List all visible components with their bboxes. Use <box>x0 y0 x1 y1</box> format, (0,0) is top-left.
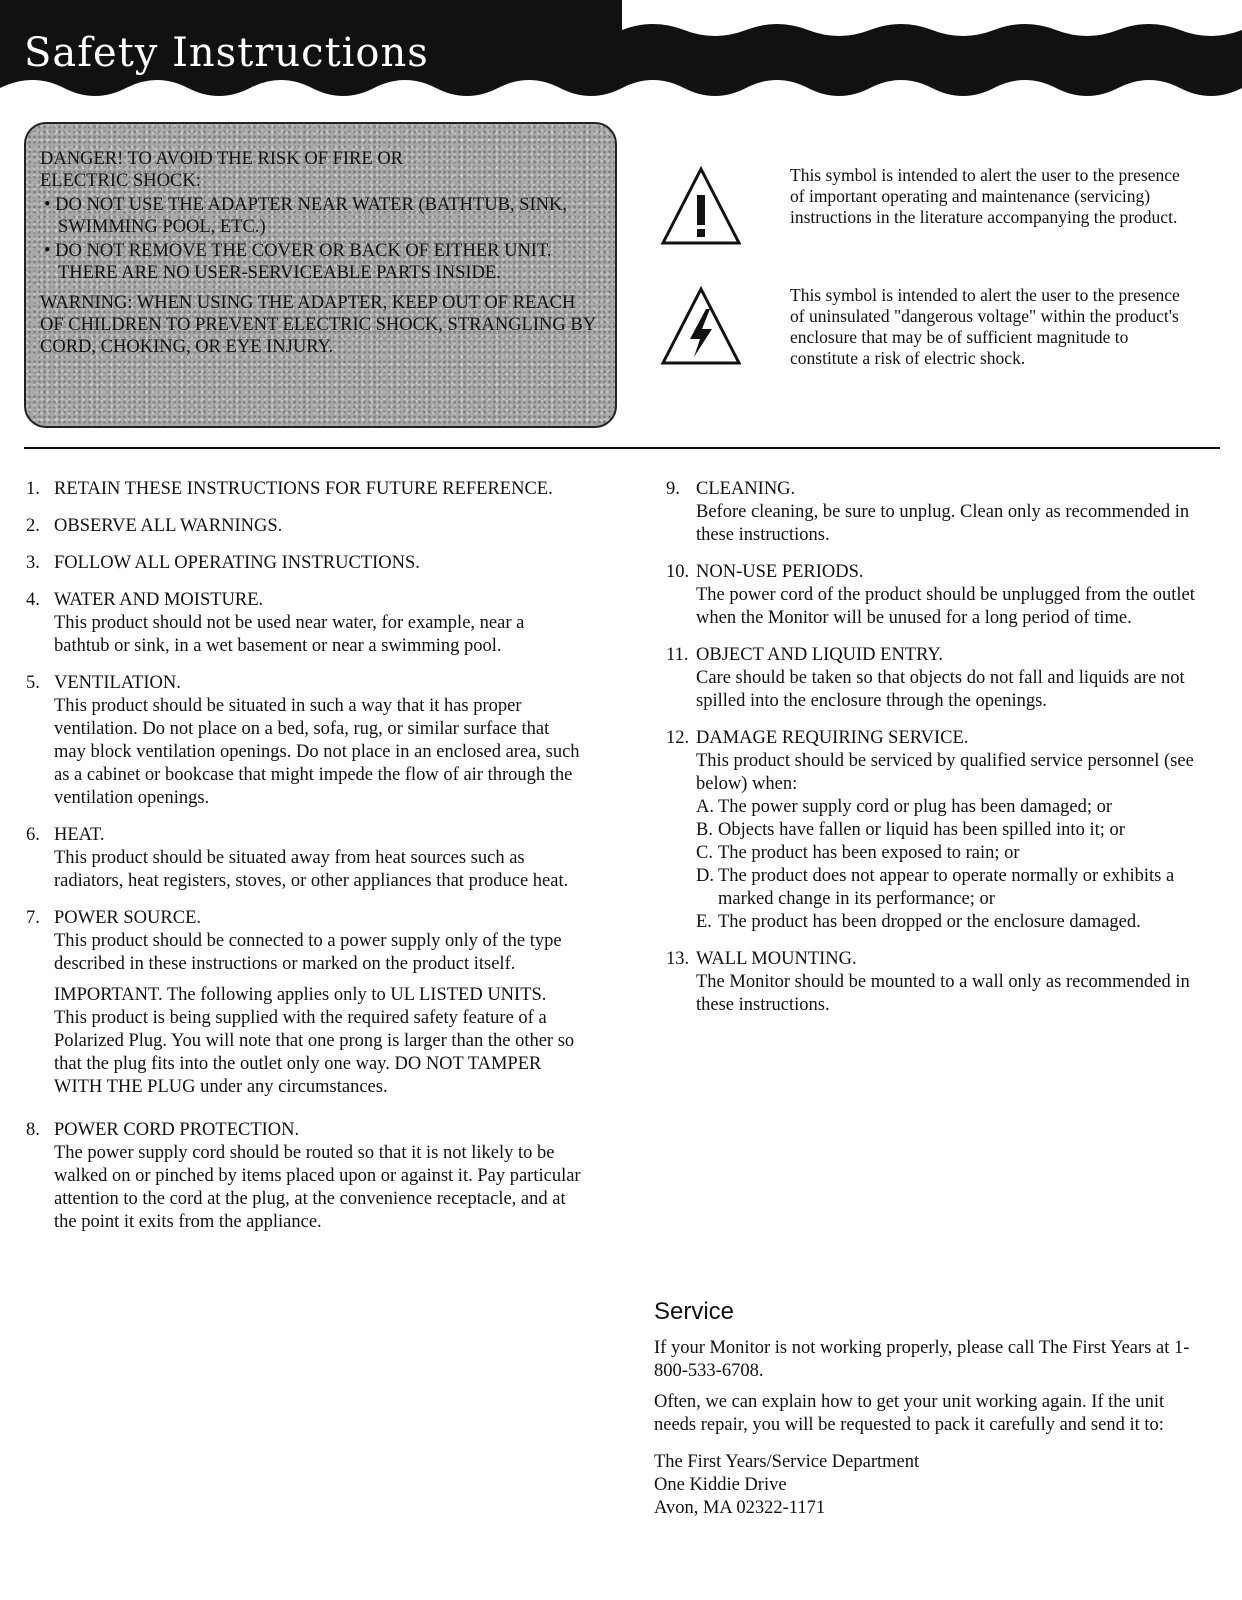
sub-item-letter: E. <box>696 912 712 932</box>
item-title: NON-USE PERIODS. <box>696 562 864 582</box>
instructions-left-column <box>26 478 581 1248</box>
instruction-item <box>26 1119 581 1234</box>
item-title: OBSERVE ALL WARNINGS. <box>54 516 283 536</box>
address-line: One Kiddie Drive <box>654 1475 787 1495</box>
instruction-item <box>26 672 581 810</box>
instruction-item <box>666 478 1196 547</box>
instruction-item <box>666 644 1196 713</box>
sub-item <box>696 911 1196 934</box>
item-number: 10. <box>666 562 690 582</box>
item-title: RETAIN THESE INSTRUCTIONS FOR FUTURE REFERENCE. <box>54 479 553 499</box>
lightning-triangle-icon <box>660 285 742 367</box>
item-important-note: IMPORTANT. The following applies only to UL LISTED UNITS. This product is being supplied with the required safety feature of a Polarized Plug. You will note that one prong is larger than the other so that the plug fits into the outlet only one way. DO NOT TAMPER WITH THE PLUG under any circumstances. <box>54 985 575 1097</box>
item-title: POWER SOURCE. <box>54 908 201 928</box>
item-body: The power cord of the product should be unplugged from the outlet when the Monitor will be unused for a long period of time. <box>696 585 1195 628</box>
item-number: 11. <box>666 645 689 665</box>
sub-item <box>696 819 1196 842</box>
danger-bullet: • DO NOT USE THE ADAPTER NEAR WATER (BATHTUB, SINK, SWIMMING POOL, ETC.) <box>44 195 567 237</box>
item-body: Care should be taken so that objects do not fall and liquids are not spilled into the enclosure through the openings. <box>696 668 1185 711</box>
item-number: 3. <box>26 553 40 573</box>
service-paragraph: Often, we can explain how to get your unit working again. If the unit needs repair, you will be requested to pack it carefully and send it to: <box>654 1392 1165 1435</box>
item-title: WATER AND MOISTURE. <box>54 590 264 610</box>
danger-bullet: • DO NOT REMOVE THE COVER OR BACK OF EITHER UNIT. THERE ARE NO USER-SERVICEABLE PARTS INSIDE. <box>44 241 552 283</box>
instruction-item <box>666 948 1196 1017</box>
danger-line-1: DANGER! TO AVOID THE RISK OF FIRE OR <box>40 149 404 169</box>
item-body: The power supply cord should be routed so that it is not likely to be walked on or pinched by items placed upon or against it. Pay particular attention to the cord at the plug, at the convenience receptacle, and at the point it exits from the appliance. <box>54 1143 581 1232</box>
sub-item-letter: B. <box>696 820 713 840</box>
danger-line-2: ELECTRIC SHOCK: <box>40 171 201 191</box>
item-body: This product should be serviced by qualified service personnel (see below) when: <box>696 751 1194 794</box>
instructions-right-column <box>666 478 1196 1031</box>
sub-item-text: The power supply cord or plug has been damaged; or <box>718 797 1113 817</box>
item-number: 6. <box>26 825 40 845</box>
item-body: This product should be situated in such a way that it has proper ventilation. Do not place on a bed, sofa, rug, or similar surface that may block ventilation openings. Do not place in an enclosed area, such as a cabinet or bookcase that might impede the flow of air through the ventilation openings. <box>54 696 580 808</box>
item-body: The Monitor should be mounted to a wall only as recommended in these instructions. <box>696 972 1190 1015</box>
instruction-item <box>26 515 581 538</box>
sub-item-text: The product has been exposed to rain; or <box>718 843 1020 863</box>
symbol-description: This symbol is intended to alert the user to the presence of important operating and maintenance (servicing) instructions in the literature accompanying the product. <box>790 165 1180 227</box>
item-number: 2. <box>26 516 40 536</box>
sub-item <box>696 865 1196 911</box>
item-number: 1. <box>26 479 40 499</box>
item-title: HEAT. <box>54 825 105 845</box>
sub-item <box>696 842 1196 865</box>
instruction-item <box>26 478 581 501</box>
item-title: CLEANING. <box>696 479 796 499</box>
warning-text: WARNING: WHEN USING THE ADAPTER, KEEP OUT OF REACH OF CHILDREN TO PREVENT ELECTRIC SHOCK, STRANGLING BY CORD, CHOKING, OR EYE INJURY. <box>40 293 596 357</box>
address-line: The First Years/Service Department <box>654 1452 920 1472</box>
sub-item-letter: D. <box>696 866 714 886</box>
symbol-description: This symbol is intended to alert the user to the presence of uninsulated "dangerous voltage" within the product's enclosure that may be of sufficient magnitude to constitute a risk of electric shock. <box>790 285 1180 368</box>
item-body: This product should be situated away from heat sources such as radiators, heat registers, stoves, or other appliances that produce heat. <box>54 848 569 891</box>
item-number: 12. <box>666 728 690 748</box>
instruction-item <box>666 727 1196 934</box>
service-section <box>654 1300 1199 1520</box>
address-line: Avon, MA 02322-1171 <box>654 1498 826 1518</box>
instruction-item <box>26 907 581 1099</box>
item-title: OBJECT AND LIQUID ENTRY. <box>696 645 944 665</box>
instruction-item <box>26 552 581 575</box>
item-body: This product should be connected to a power supply only of the type described in these instructions or marked on the product itself. <box>54 931 562 974</box>
service-paragraph: If your Monitor is not working properly, please call The First Years at 1-800-533-6708. <box>654 1338 1190 1381</box>
item-number: 4. <box>26 590 40 610</box>
header-banner <box>0 0 1242 110</box>
instruction-item <box>26 824 581 893</box>
item-title: WALL MOUNTING. <box>696 949 857 969</box>
divider-rule <box>24 447 1220 449</box>
item-title: POWER CORD PROTECTION. <box>54 1120 300 1140</box>
item-number: 9. <box>666 479 680 499</box>
sub-item-text: The product has been dropped or the enclosure damaged. <box>718 912 1141 932</box>
sub-item <box>696 796 1196 819</box>
item-number: 13. <box>666 949 690 969</box>
item-number: 7. <box>26 908 40 928</box>
service-heading: Service <box>654 1298 735 1325</box>
instruction-item <box>666 561 1196 630</box>
service-address <box>654 1451 1199 1520</box>
item-body: This product should not be used near water, for example, near a bathtub or sink, in a wet basement or near a swimming pool. <box>54 613 525 656</box>
sub-item-text: The product does not appear to operate normally or exhibits a marked change in its performance; or <box>718 866 1175 909</box>
sub-item-letter: C. <box>696 843 713 863</box>
exclamation-triangle-icon <box>660 165 742 247</box>
sub-item-letter: A. <box>696 797 714 817</box>
page-title: Safety Instructions <box>24 30 429 76</box>
sub-item-text: Objects have fallen or liquid has been spilled into it; or <box>718 820 1125 840</box>
item-title: VENTILATION. <box>54 673 181 693</box>
item-title: DAMAGE REQUIRING SERVICE. <box>696 728 969 748</box>
danger-warning-box <box>24 122 617 428</box>
item-body: Before cleaning, be sure to unplug. Clean only as recommended in these instructions. <box>696 502 1190 545</box>
item-title: FOLLOW ALL OPERATING INSTRUCTIONS. <box>54 553 420 573</box>
instruction-item <box>26 589 581 658</box>
item-number: 8. <box>26 1120 40 1140</box>
item-number: 5. <box>26 673 40 693</box>
